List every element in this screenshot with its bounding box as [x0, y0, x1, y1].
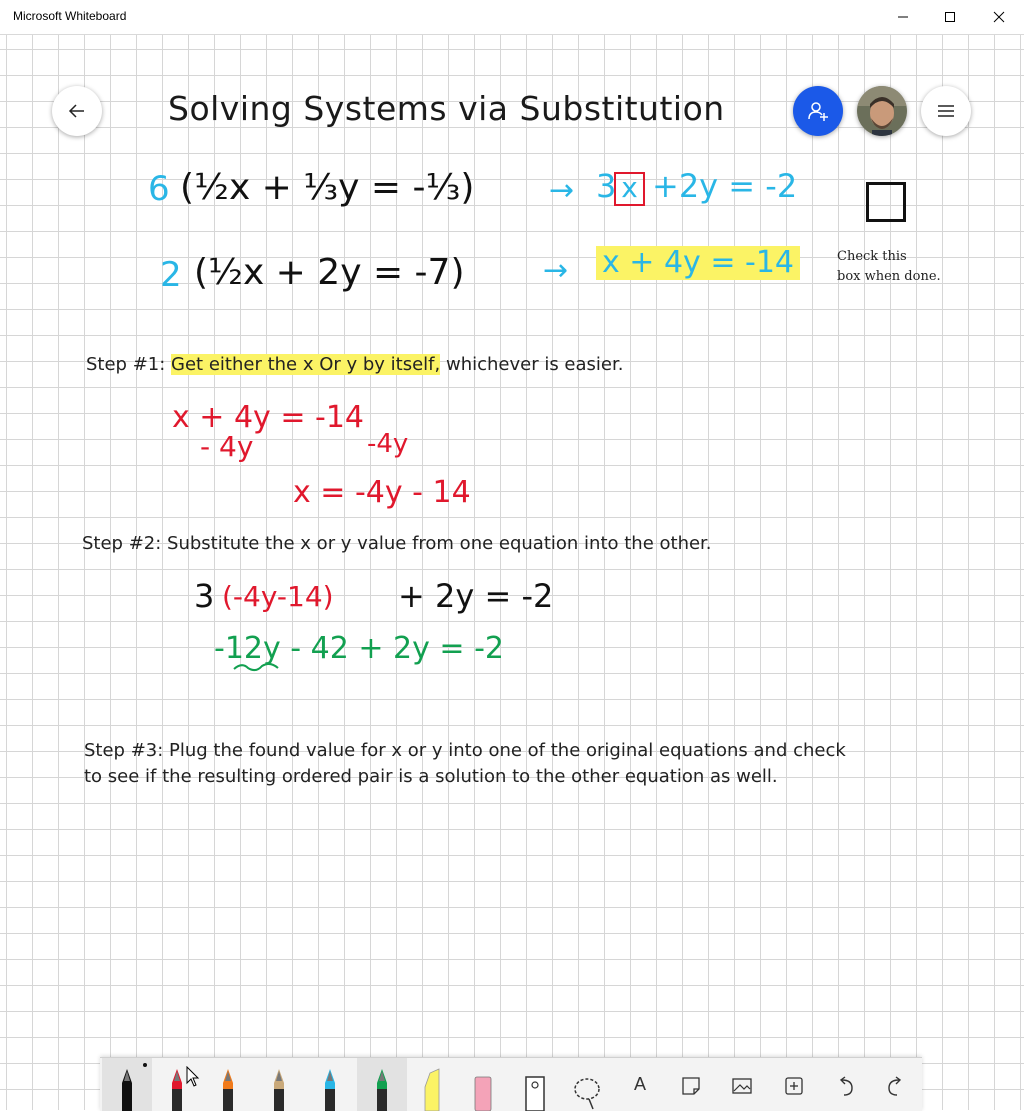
eraser-tool[interactable] [458, 1058, 508, 1111]
eq2-result: x + 4y = -14 [596, 246, 800, 280]
redo-button[interactable] [871, 1058, 921, 1111]
step1-work-line2b: -4y [367, 429, 409, 459]
checkbox-note [837, 247, 941, 287]
text-tool[interactable] [615, 1058, 665, 1111]
image-tool[interactable] [717, 1058, 767, 1111]
step1-work-line3: x = -4y - 14 [293, 475, 471, 510]
orange-pen-icon [213, 1063, 243, 1111]
step2-line2: -12y - 42 + 2y = -2 [214, 631, 504, 666]
highlighter-icon [417, 1063, 447, 1111]
selected-tool-dot [143, 1063, 147, 1067]
step3-line1: Step #3: Plug the found value for x or y into one of the original equations and check [84, 740, 846, 761]
eq1-equation: (½x + ⅓y = -⅓) [180, 167, 475, 208]
eraser-icon [468, 1063, 498, 1111]
step1-highlight: Get either the x Or y by itself, [171, 354, 441, 375]
add-person-icon [807, 100, 829, 122]
pen-orange-tool[interactable] [203, 1058, 253, 1111]
pen-tan-tool[interactable] [254, 1058, 304, 1111]
tan-pen-icon [264, 1063, 294, 1111]
green-pen-icon [367, 1063, 397, 1111]
lasso-tool[interactable] [562, 1058, 612, 1111]
redo-icon [885, 1075, 907, 1097]
eq2-equation: (½x + 2y = -7) [194, 252, 465, 293]
hamburger-menu-icon [936, 101, 956, 121]
highlighter-tool[interactable] [407, 1058, 457, 1111]
minimize-button[interactable] [880, 0, 926, 34]
lasso-icon [571, 1063, 603, 1111]
blue-pen-icon [315, 1063, 345, 1111]
app-title: Microsoft Whiteboard [13, 9, 127, 23]
minimize-icon [897, 11, 909, 23]
image-icon [731, 1075, 753, 1097]
text-tool-label: A [633, 1074, 646, 1094]
add-icon [783, 1075, 805, 1097]
mouse-cursor-icon [186, 1066, 200, 1088]
done-checkbox[interactable] [866, 182, 906, 222]
eq1-result-rest: +2y = -2 [652, 167, 798, 205]
menu-button[interactable] [921, 86, 971, 136]
checkbox-note-line1: Check this [837, 249, 907, 264]
back-arrow-icon [67, 101, 87, 121]
title-bar [0, 0, 1024, 35]
step1-work-line2a: - 4y [200, 430, 254, 463]
black-pen-icon [112, 1063, 142, 1111]
ruler-tool[interactable] [510, 1058, 560, 1111]
step1-prefix: Step #1: [86, 354, 172, 375]
checkbox-note-line2: box when done. [837, 269, 941, 284]
eq2-multiplier: 2 [160, 255, 182, 295]
eq1-multiplier: 6 [148, 169, 170, 209]
eq1-result-var-boxed: x [614, 172, 645, 206]
green-underline-squiggle [232, 660, 280, 674]
sticky-note-icon [680, 1075, 702, 1097]
close-button[interactable] [976, 0, 1022, 34]
avatar[interactable] [857, 86, 907, 136]
page-title: Solving Systems via Substitution [168, 89, 725, 128]
insert-tool[interactable] [769, 1058, 819, 1111]
back-button[interactable] [52, 86, 102, 136]
undo-icon [834, 1075, 856, 1097]
step1-work-line1: x + 4y = -14 [172, 400, 365, 435]
step3-line2: to see if the resulting ordered pair is a solution to the other equation as well. [84, 766, 778, 787]
step2-line1-sub: (-4y-14) [222, 580, 334, 613]
step1-suffix: whichever is easier. [440, 354, 624, 375]
close-icon [993, 11, 1005, 23]
note-tool[interactable] [666, 1058, 716, 1111]
undo-button[interactable] [820, 1058, 870, 1111]
maximize-button[interactable] [927, 0, 973, 34]
inking-toolbar [100, 1057, 922, 1111]
step1-text [86, 354, 623, 375]
eq1-arrow: → [549, 173, 575, 208]
step2-line1-coef: 3 [194, 577, 215, 615]
user-avatar-icon [857, 86, 907, 136]
eq1-result-coef: 3 [596, 167, 617, 205]
pen-blue-tool[interactable] [305, 1058, 355, 1111]
ruler-icon [520, 1063, 550, 1111]
step2-line1-rest: + 2y = -2 [398, 577, 554, 615]
maximize-icon [944, 11, 956, 23]
invite-button[interactable] [793, 86, 843, 136]
pen-green-tool[interactable] [357, 1058, 407, 1111]
step2-text: Step #2: Substitute the x or y value from one equation into the other. [82, 533, 712, 554]
eq2-arrow: → [543, 253, 569, 288]
